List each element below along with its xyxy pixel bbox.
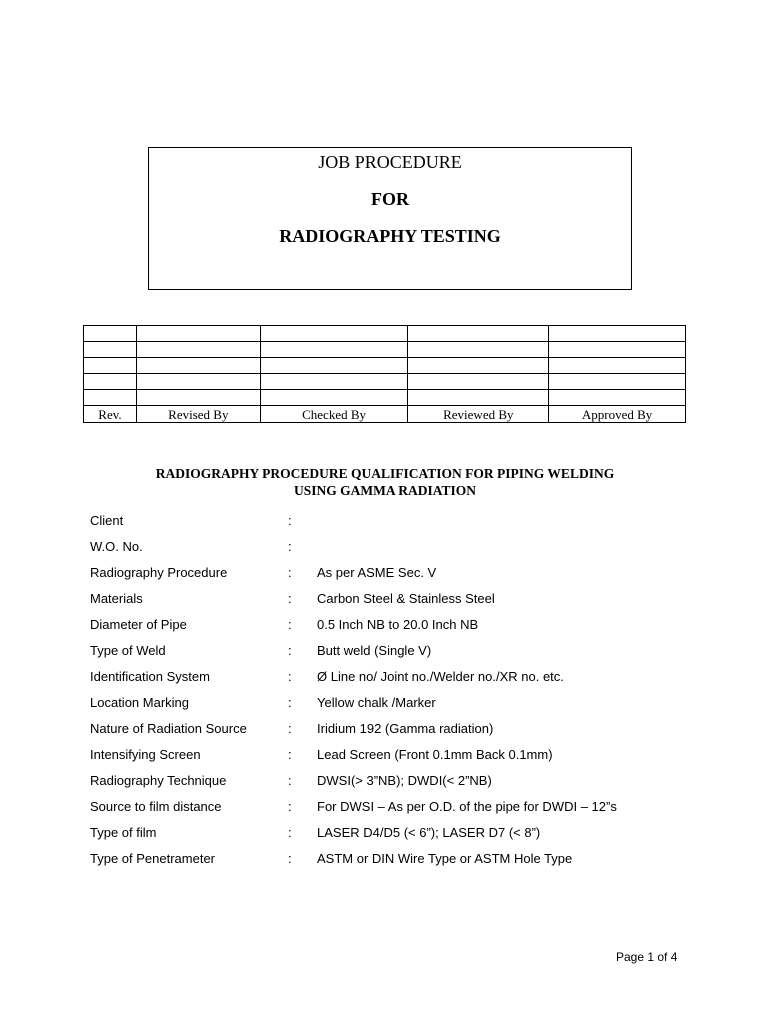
checked-by-header: Checked By bbox=[260, 406, 408, 423]
field-label: Type of film bbox=[90, 825, 157, 840]
field-label: Type of Penetrameter bbox=[90, 851, 216, 866]
section-heading-line-2: USING GAMMA RADIATION bbox=[293, 483, 476, 498]
field-label: Location Marking bbox=[90, 695, 189, 710]
field-label: Intensifying Screen bbox=[90, 747, 201, 762]
revision-row bbox=[84, 374, 686, 390]
field-label: Client bbox=[90, 513, 124, 528]
title-box bbox=[148, 147, 632, 290]
field-value: Ø Line no/ Joint no./Welder no./XR no. etc. bbox=[317, 669, 564, 684]
field-colon: : bbox=[288, 773, 292, 788]
revision-row bbox=[84, 358, 686, 374]
field-label: Radiography Technique bbox=[90, 773, 227, 788]
field-label: Materials bbox=[90, 591, 143, 606]
field-value: DWSI(> 3”NB); DWDI(< 2”NB) bbox=[317, 773, 492, 788]
field-label: Nature of Radiation Source bbox=[90, 721, 247, 736]
section-heading bbox=[110, 465, 660, 499]
field-value: Carbon Steel & Stainless Steel bbox=[317, 591, 495, 606]
reviewed-by-header: Reviewed By bbox=[408, 406, 549, 423]
field-label: W.O. No. bbox=[90, 539, 143, 554]
field-colon: : bbox=[288, 799, 292, 814]
rev-header: Rev. bbox=[84, 406, 137, 423]
field-value: Yellow chalk /Marker bbox=[317, 695, 436, 710]
field-value: LASER D4/D5 (< 6”); LASER D7 (< 8”) bbox=[317, 825, 541, 840]
field-value: Butt weld (Single V) bbox=[317, 643, 432, 658]
field-colon: : bbox=[288, 617, 292, 632]
revision-row bbox=[84, 326, 686, 342]
field-value: Iridium 192 (Gamma radiation) bbox=[317, 721, 494, 736]
field-colon: : bbox=[288, 825, 292, 840]
field-label: Diameter of Pipe bbox=[90, 617, 187, 632]
field-colon: : bbox=[288, 721, 292, 736]
field-value: ASTM or DIN Wire Type or ASTM Hole Type bbox=[317, 851, 573, 866]
revision-header-row bbox=[84, 406, 686, 423]
revision-row bbox=[84, 342, 686, 358]
field-label: Type of Weld bbox=[90, 643, 166, 658]
title-line-2: FOR bbox=[371, 189, 409, 209]
field-colon: : bbox=[288, 643, 292, 658]
revised-by-header: Revised By bbox=[136, 406, 260, 423]
field-value: For DWSI – As per O.D. of the pipe for DWDI – 12”s bbox=[317, 799, 617, 814]
section-heading-line-1: RADIOGRAPHY PROCEDURE QUALIFICATION FOR PIPING WELDING bbox=[155, 466, 615, 481]
field-value: Lead Screen (Front 0.1mm Back 0.1mm) bbox=[317, 747, 553, 762]
field-value: 0.5 Inch NB to 20.0 Inch NB bbox=[317, 617, 479, 632]
approved-by-header: Approved By bbox=[549, 406, 686, 423]
title-line-1: JOB PROCEDURE bbox=[318, 152, 462, 172]
field-colon: : bbox=[288, 747, 292, 762]
field-colon: : bbox=[288, 539, 292, 554]
field-colon: : bbox=[288, 513, 292, 528]
field-label: Source to film distance bbox=[90, 799, 222, 814]
field-colon: : bbox=[288, 565, 292, 580]
field-colon: : bbox=[288, 695, 292, 710]
page-number: Page 1 of 4 bbox=[616, 950, 678, 964]
revision-row bbox=[84, 390, 686, 406]
revision-table bbox=[83, 325, 686, 423]
field-colon: : bbox=[288, 851, 292, 866]
field-colon: : bbox=[288, 591, 292, 606]
field-label: Radiography Procedure bbox=[90, 565, 228, 580]
field-label: Identification System bbox=[90, 669, 210, 684]
field-colon: : bbox=[288, 669, 292, 684]
title-line-3: RADIOGRAPHY TESTING bbox=[279, 226, 501, 246]
field-value: As per ASME Sec. V bbox=[317, 565, 437, 580]
